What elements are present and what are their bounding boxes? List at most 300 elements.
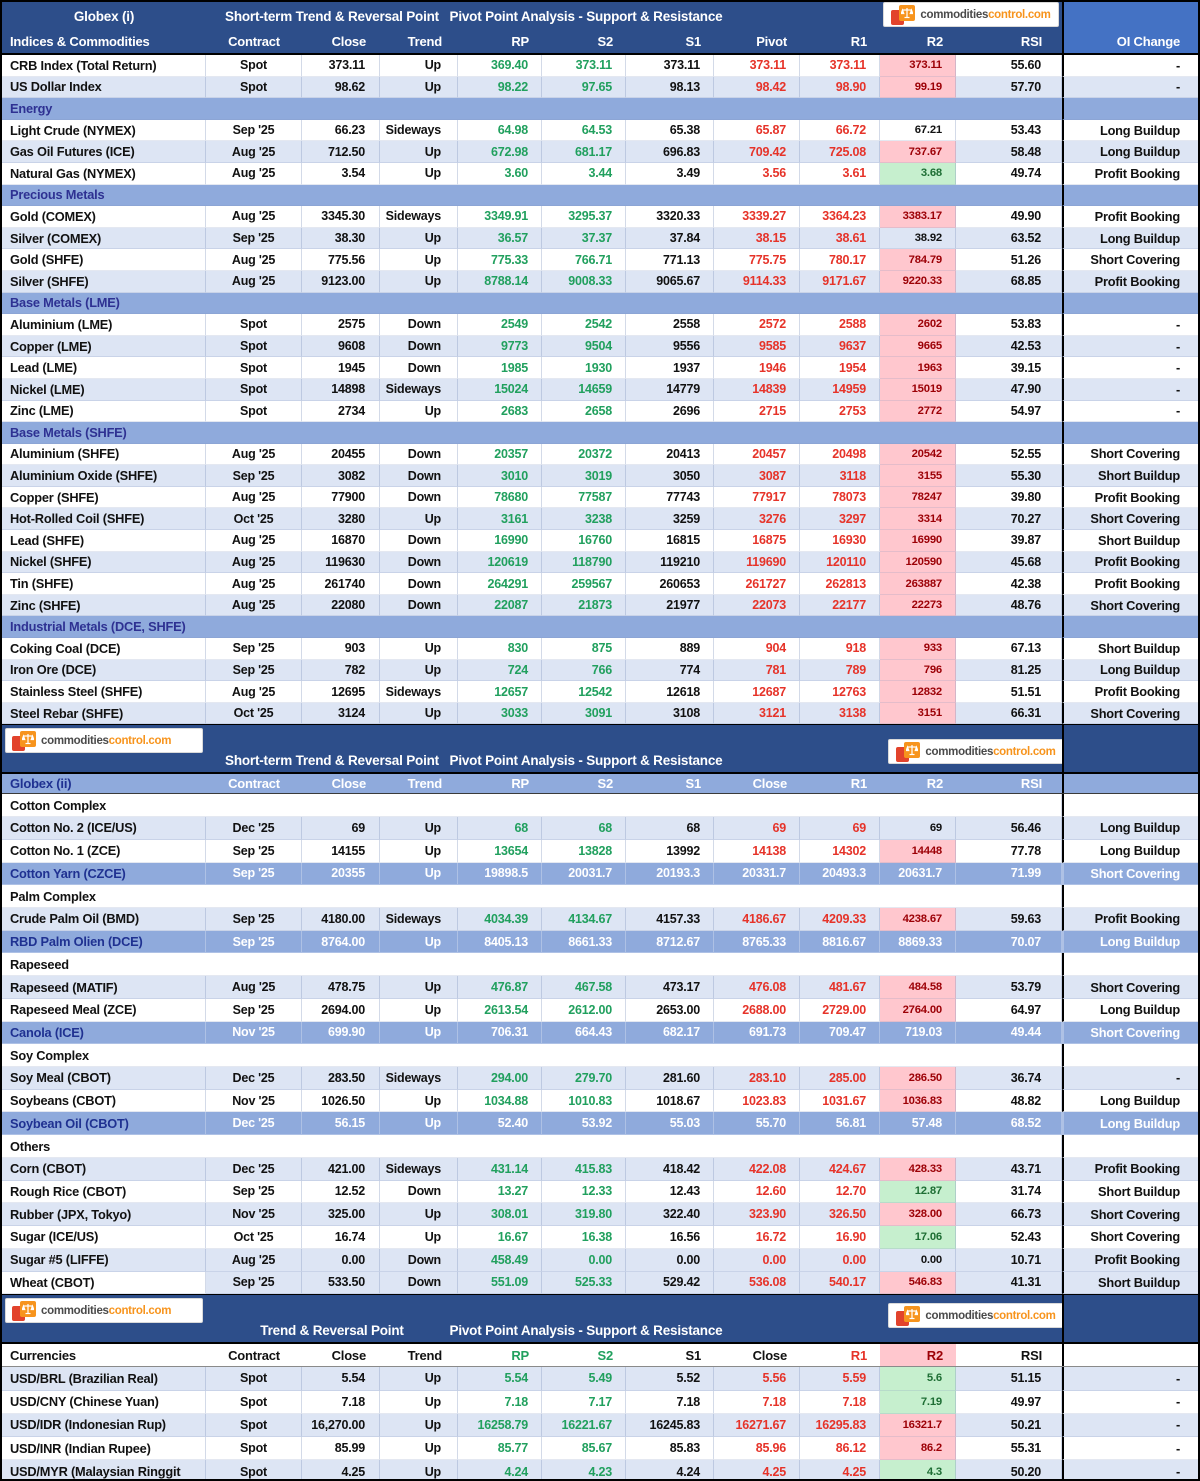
s2-cell: 16760 xyxy=(542,530,626,552)
rsi-cell: 43.71 xyxy=(956,1158,1062,1181)
rsi-cell: 52.55 xyxy=(956,444,1062,466)
s2-cell: 97.65 xyxy=(542,77,626,99)
globex-ii-rows xyxy=(2,794,1198,1294)
oi-change-cell: Short Buildup xyxy=(1062,1272,1198,1295)
s1-cell: 3108 xyxy=(626,703,714,725)
column-header-r2: R2 xyxy=(880,1344,956,1366)
s2-cell: 4.23 xyxy=(542,1460,626,1481)
trend-cell: Up xyxy=(380,840,458,863)
r2-cell: 3155 xyxy=(880,465,956,487)
s2-cell: 3019 xyxy=(542,465,626,487)
s2-cell: 415.83 xyxy=(542,1158,626,1181)
rsi-cell: 57.70 xyxy=(956,77,1062,99)
oi-change-cell: Long Buildup xyxy=(1062,817,1198,840)
rp-cell: 8788.14 xyxy=(458,271,542,293)
s1-cell: 7.18 xyxy=(626,1391,714,1414)
oi-change-cell: - xyxy=(1062,77,1198,99)
pivot-cell: 283.10 xyxy=(714,1067,800,1090)
column-header-rsi: RSI xyxy=(1020,776,1042,792)
pivot-cell: 38.15 xyxy=(714,228,800,250)
rsi-cell: 36.74 xyxy=(956,1067,1062,1090)
contract-cell: Oct '25 xyxy=(206,703,302,725)
table-row xyxy=(2,530,1198,552)
rsi-cell: 10.71 xyxy=(956,1249,1062,1272)
pivot-cell: 119690 xyxy=(714,552,800,574)
column-header-contract: Contract xyxy=(228,1347,280,1363)
instrument-name: Nickel (LME) xyxy=(2,379,206,401)
s1-cell: 16815 xyxy=(626,530,714,552)
close-cell: 98.62 xyxy=(302,77,380,99)
s1-cell: 281.60 xyxy=(626,1067,714,1090)
trend-cell: Up xyxy=(380,999,458,1022)
rsi-cell: 51.15 xyxy=(956,1367,1062,1390)
s2-cell: 21873 xyxy=(542,595,626,617)
r1-cell: 0.00 xyxy=(800,1249,880,1272)
table-row xyxy=(2,465,1198,487)
r2-cell: 933 xyxy=(880,638,956,660)
s1-cell: 16245.83 xyxy=(626,1414,714,1437)
column-header-s1: S1 xyxy=(685,776,701,792)
rp-cell: 7.18 xyxy=(458,1391,542,1414)
close-cell: 16870 xyxy=(302,530,380,552)
rp-cell: 98.22 xyxy=(458,77,542,99)
contract-cell: Sep '25 xyxy=(206,840,302,863)
r1-cell: 20493.3 xyxy=(800,863,880,886)
close-cell: 56.15 xyxy=(302,1112,380,1135)
close-cell: 712.50 xyxy=(302,141,380,163)
instrument-name: Natural Gas (NYMEX) xyxy=(2,163,206,185)
s2-cell: 12542 xyxy=(542,681,626,703)
r1-cell: 16295.83 xyxy=(800,1414,880,1437)
trend-cell: Up xyxy=(380,1112,458,1135)
rsi-cell: 49.90 xyxy=(956,206,1062,228)
r1-cell: 7.18 xyxy=(800,1391,880,1414)
s1-cell: 260653 xyxy=(626,573,714,595)
contract-cell: Dec '25 xyxy=(206,1067,302,1090)
pivot-cell: 20331.7 xyxy=(714,863,800,886)
r1-cell: 16930 xyxy=(800,530,880,552)
trend-cell: Up xyxy=(380,55,458,77)
rp-cell: 68 xyxy=(458,817,542,840)
table-row xyxy=(2,444,1198,466)
r1-cell: 14959 xyxy=(800,379,880,401)
s1-cell: 771.13 xyxy=(626,249,714,271)
oi-change-cell xyxy=(1062,422,1198,444)
table-row xyxy=(2,660,1198,682)
oi-change-cell xyxy=(1062,794,1198,817)
trend-cell: Up xyxy=(380,976,458,999)
r1-cell: 725.08 xyxy=(800,141,880,163)
instrument-name: Gas Oil Futures (ICE) xyxy=(2,141,206,163)
contract-cell: Aug '25 xyxy=(206,206,302,228)
r1-cell: 1954 xyxy=(800,357,880,379)
pivot-cell: 4.25 xyxy=(714,1460,800,1481)
column-header-rsi: RSI xyxy=(1020,1347,1042,1363)
table-row xyxy=(2,487,1198,509)
trend-cell: Up xyxy=(380,660,458,682)
oi-change-cell: - xyxy=(1062,1367,1198,1390)
r1-cell: 4.25 xyxy=(800,1460,880,1481)
section-label: Rapeseed xyxy=(2,953,1062,976)
logo-text: commoditiescontrol.com xyxy=(41,1304,172,1317)
section-row-rapeseed xyxy=(2,953,1198,976)
rsi-cell: 52.43 xyxy=(956,1226,1062,1249)
oi-change-cell: Short Covering xyxy=(1062,1226,1198,1249)
close-cell: 7.18 xyxy=(302,1391,380,1414)
contract-cell: Aug '25 xyxy=(206,444,302,466)
r1-cell: 86.12 xyxy=(800,1437,880,1460)
trend-cell: Sideways xyxy=(380,206,458,228)
oi-change-cell: Long Buildup xyxy=(1062,999,1198,1022)
pivot-cell: 20457 xyxy=(714,444,800,466)
trend-cell: Up xyxy=(380,817,458,840)
s1-cell: 418.42 xyxy=(626,1158,714,1181)
oi-header-spacer xyxy=(1062,2,1198,30)
instrument-name: Sugar #5 (LIFFE) xyxy=(2,1249,206,1272)
column-header-s2: S2 xyxy=(597,1347,613,1363)
table-row xyxy=(2,1391,1198,1414)
rp-cell: 12657 xyxy=(458,681,542,703)
contract-cell: Spot xyxy=(206,336,302,358)
trend-cell: Up xyxy=(380,1414,458,1437)
instrument-name: Rubber (JPX, Tokyo) xyxy=(2,1203,206,1226)
rsi-cell: 39.80 xyxy=(956,487,1062,509)
column-header-r2: R2 xyxy=(926,776,943,792)
scales-icon xyxy=(12,1301,36,1321)
commoditiescontrol-logo xyxy=(5,728,203,753)
instrument-name: Sugar (ICE/US) xyxy=(2,1226,206,1249)
r1-cell: 56.81 xyxy=(800,1112,880,1135)
r2-cell: 2772 xyxy=(880,401,956,423)
trend-cell: Up xyxy=(380,1437,458,1460)
trend-cell: Up xyxy=(380,638,458,660)
contract-cell: Sep '25 xyxy=(206,1272,302,1295)
rsi-cell: 64.97 xyxy=(956,999,1062,1022)
trend-cell: Sideways xyxy=(380,908,458,931)
s1-cell: 2696 xyxy=(626,401,714,423)
r2-cell: 69 xyxy=(880,817,956,840)
r2-cell: 12832 xyxy=(880,681,956,703)
trend-cell: Up xyxy=(380,249,458,271)
s2-cell: 9504 xyxy=(542,336,626,358)
rp-cell: 2683 xyxy=(458,401,542,423)
rp-cell: 9773 xyxy=(458,336,542,358)
table-row xyxy=(2,1460,1198,1481)
oi-change-cell xyxy=(1062,953,1198,976)
oi-change-cell: - xyxy=(1062,357,1198,379)
pivot-cell: 8765.33 xyxy=(714,931,800,954)
instrument-name: Soybean Oil (CBOT) xyxy=(2,1112,206,1135)
section-label: Base Metals (SHFE) xyxy=(2,422,1062,444)
r2-cell: 1036.83 xyxy=(880,1090,956,1113)
pivot-cell: 2688.00 xyxy=(714,999,800,1022)
pivot-cell: 69 xyxy=(714,817,800,840)
trend-cell: Up xyxy=(380,1090,458,1113)
contract-cell: Aug '25 xyxy=(206,141,302,163)
contract-cell: Nov '25 xyxy=(206,1090,302,1113)
pivot-cell: 7.18 xyxy=(714,1391,800,1414)
trend-cell: Down xyxy=(380,1272,458,1295)
rp-cell: 724 xyxy=(458,660,542,682)
oi-change-cell xyxy=(1062,616,1198,638)
rp-cell: 775.33 xyxy=(458,249,542,271)
trend-cell: Up xyxy=(380,228,458,250)
rp-cell: 52.40 xyxy=(458,1112,542,1135)
contract-cell: Spot xyxy=(206,314,302,336)
close-cell: 261740 xyxy=(302,573,380,595)
s2-cell: 16.38 xyxy=(542,1226,626,1249)
table-row xyxy=(2,249,1198,271)
instrument-name: USD/CNY (Chinese Yuan) xyxy=(2,1391,206,1414)
table-row xyxy=(2,228,1198,250)
logo-text: commoditiescontrol.com xyxy=(920,8,1051,21)
r2-cell: 9665 xyxy=(880,336,956,358)
instrument-name: USD/BRL (Brazilian Real) xyxy=(2,1367,206,1390)
table-row xyxy=(2,638,1198,660)
instrument-name: Rough Rice (CBOT) xyxy=(2,1181,206,1204)
r2-cell: 4.3 xyxy=(880,1460,956,1481)
oi-change-cell: - xyxy=(1062,55,1198,77)
s2-cell: 53.92 xyxy=(542,1112,626,1135)
r1-cell: 3138 xyxy=(800,703,880,725)
r2-cell: 86.2 xyxy=(880,1437,956,1460)
pivot-cell: 12.60 xyxy=(714,1181,800,1204)
r2-cell: 796 xyxy=(880,660,956,682)
rp-cell: 3161 xyxy=(458,508,542,530)
close-cell: 3280 xyxy=(302,508,380,530)
contract-cell: Oct '25 xyxy=(206,508,302,530)
close-cell: 3124 xyxy=(302,703,380,725)
contract-cell: Sep '25 xyxy=(206,660,302,682)
column-header-close: Close xyxy=(331,1347,366,1363)
rp-cell: 431.14 xyxy=(458,1158,542,1181)
close-cell: 16,270.00 xyxy=(302,1414,380,1437)
r1-cell: 540.17 xyxy=(800,1272,880,1295)
trend-cell: Up xyxy=(380,863,458,886)
s1-cell: 55.03 xyxy=(626,1112,714,1135)
s1-cell: 119210 xyxy=(626,552,714,574)
instrument-name: Zinc (LME) xyxy=(2,401,206,423)
instrument-name: Tin (SHFE) xyxy=(2,573,206,595)
oi-change-cell: Long Buildup xyxy=(1062,120,1198,142)
r1-cell: 16.90 xyxy=(800,1226,880,1249)
pivot-cell: 12687 xyxy=(714,681,800,703)
rp-cell: 16.67 xyxy=(458,1226,542,1249)
close-cell: 12.52 xyxy=(302,1181,380,1204)
contract-cell: Spot xyxy=(206,357,302,379)
close-cell: 14898 xyxy=(302,379,380,401)
s2-cell: 14659 xyxy=(542,379,626,401)
trend-cell: Up xyxy=(380,1226,458,1249)
instrument-name: Crude Palm Oil (BMD) xyxy=(2,908,206,931)
r2-cell: 14448 xyxy=(880,840,956,863)
oi-change-cell: - xyxy=(1062,1437,1198,1460)
instrument-name: Canola (ICE) xyxy=(2,1022,206,1045)
r1-cell: 12.70 xyxy=(800,1181,880,1204)
s1-cell: 65.38 xyxy=(626,120,714,142)
contract-cell: Nov '25 xyxy=(206,1022,302,1045)
rsi-cell: 47.90 xyxy=(956,379,1062,401)
oi-change-cell xyxy=(1062,1135,1198,1158)
table-row xyxy=(2,55,1198,77)
close-cell: 903 xyxy=(302,638,380,660)
instrument-name: Soybeans (CBOT) xyxy=(2,1090,206,1113)
trend-cell: Down xyxy=(380,336,458,358)
s1-cell: 889 xyxy=(626,638,714,660)
r2-cell: 784.79 xyxy=(880,249,956,271)
rp-cell: 19898.5 xyxy=(458,863,542,886)
pivot-analysis-title: Pivot Point Analysis - Support & Resistance xyxy=(449,753,723,769)
s2-cell: 279.70 xyxy=(542,1067,626,1090)
section-row-industrial-metals-dce-shfe xyxy=(2,616,1198,638)
logo-slot xyxy=(888,739,1064,767)
table-row xyxy=(2,1249,1198,1272)
column-header-rsi: RSI xyxy=(1020,34,1042,49)
s1-cell: 682.17 xyxy=(626,1022,714,1045)
table-row xyxy=(2,1226,1198,1249)
close-cell: 9608 xyxy=(302,336,380,358)
trend-cell: Up xyxy=(380,1460,458,1481)
s2-cell: 259567 xyxy=(542,573,626,595)
rsi-cell: 55.31 xyxy=(956,1437,1062,1460)
s2-cell: 664.43 xyxy=(542,1022,626,1045)
section-row-base-metals-lme xyxy=(2,293,1198,315)
oi-change-cell: Short Buildup xyxy=(1062,530,1198,552)
s2-cell: 8661.33 xyxy=(542,931,626,954)
pivot-cell: 16875 xyxy=(714,530,800,552)
table-row xyxy=(2,1158,1198,1181)
close-cell: 3345.30 xyxy=(302,206,380,228)
s2-cell: 1930 xyxy=(542,357,626,379)
pivot-cell: 65.87 xyxy=(714,120,800,142)
contract-cell: Sep '25 xyxy=(206,1181,302,1204)
contract-cell: Spot xyxy=(206,55,302,77)
oi-change-cell: Profit Booking xyxy=(1062,163,1198,185)
table-row xyxy=(2,336,1198,358)
rp-cell: 22087 xyxy=(458,595,542,617)
trend-cell: Up xyxy=(380,1367,458,1390)
trend-cell: Up xyxy=(380,141,458,163)
currencies-column-headers xyxy=(2,1342,1198,1367)
rp-cell: 13.27 xyxy=(458,1181,542,1204)
column-header-r1: R1 xyxy=(850,34,867,49)
table-row xyxy=(2,681,1198,703)
r2-cell: 484.58 xyxy=(880,976,956,999)
pivot-cell: 98.42 xyxy=(714,77,800,99)
rsi-cell: 70.27 xyxy=(956,508,1062,530)
s2-cell: 16221.67 xyxy=(542,1414,626,1437)
contract-cell: Aug '25 xyxy=(206,681,302,703)
oi-change-cell: Long Buildup xyxy=(1062,1090,1198,1113)
rp-cell: 20357 xyxy=(458,444,542,466)
r1-cell: 5.59 xyxy=(800,1367,880,1390)
s2-cell: 9008.33 xyxy=(542,271,626,293)
r1-cell: 285.00 xyxy=(800,1067,880,1090)
contract-cell: Aug '25 xyxy=(206,163,302,185)
rp-cell: 85.77 xyxy=(458,1437,542,1460)
r1-cell: 780.17 xyxy=(800,249,880,271)
table-row xyxy=(2,863,1198,886)
s1-cell: 2653.00 xyxy=(626,999,714,1022)
globex-i-table xyxy=(2,2,1198,724)
r2-cell: 5.6 xyxy=(880,1367,956,1390)
rsi-cell: 70.07 xyxy=(956,931,1062,954)
rsi-cell: 68.85 xyxy=(956,271,1062,293)
r1-cell: 14302 xyxy=(800,840,880,863)
trend-cell: Down xyxy=(380,465,458,487)
s1-cell: 3259 xyxy=(626,508,714,530)
logo-slot xyxy=(5,728,203,756)
oi-change-cell: Profit Booking xyxy=(1062,552,1198,574)
pivot-cell: 5.56 xyxy=(714,1367,800,1390)
instrument-name: Iron Ore (DCE) xyxy=(2,660,206,682)
column-header-rp: RP xyxy=(511,1347,529,1363)
rsi-cell: 48.76 xyxy=(956,595,1062,617)
s1-cell: 3.49 xyxy=(626,163,714,185)
rp-cell: 36.57 xyxy=(458,228,542,250)
table-row xyxy=(2,908,1198,931)
table-row xyxy=(2,1437,1198,1460)
r1-cell: 709.47 xyxy=(800,1022,880,1045)
pivot-cell: 85.96 xyxy=(714,1437,800,1460)
currencies-title-band xyxy=(2,1294,1198,1342)
rsi-cell: 55.30 xyxy=(956,465,1062,487)
table-row xyxy=(2,163,1198,185)
contract-cell: Spot xyxy=(206,379,302,401)
close-cell: 3.54 xyxy=(302,163,380,185)
r1-cell: 3.61 xyxy=(800,163,880,185)
close-cell: 2575 xyxy=(302,314,380,336)
table-row xyxy=(2,120,1198,142)
rp-cell: 15024 xyxy=(458,379,542,401)
table-row xyxy=(2,271,1198,293)
close-cell: 20455 xyxy=(302,444,380,466)
s1-cell: 2558 xyxy=(626,314,714,336)
column-header-trend: Trend xyxy=(407,34,442,49)
trend-reversal-title: Short-term Trend & Reversal Point xyxy=(225,753,439,769)
rsi-cell: 48.82 xyxy=(956,1090,1062,1113)
rp-cell: 3033 xyxy=(458,703,542,725)
r2-cell: 263887 xyxy=(880,573,956,595)
trend-cell: Up xyxy=(380,1391,458,1414)
oi-change-cell: Long Buildup xyxy=(1062,931,1198,954)
r2-cell: 12.87 xyxy=(880,1181,956,1204)
close-cell: 14155 xyxy=(302,840,380,863)
globex-i-title-band xyxy=(2,2,1198,30)
close-cell: 69 xyxy=(302,817,380,840)
s2-cell: 3.44 xyxy=(542,163,626,185)
oi-change-cell: Profit Booking xyxy=(1062,908,1198,931)
pivot-cell: 2572 xyxy=(714,314,800,336)
oi-change-cell: Long Buildup xyxy=(1062,840,1198,863)
scales-icon xyxy=(12,731,36,751)
r2-cell: 737.67 xyxy=(880,141,956,163)
instrument-name: Stainless Steel (SHFE) xyxy=(2,681,206,703)
oi-change-cell: Short Covering xyxy=(1062,595,1198,617)
oi-change-cell xyxy=(1062,293,1198,315)
rsi-cell: 58.48 xyxy=(956,141,1062,163)
instrument-name: Aluminium Oxide (SHFE) xyxy=(2,465,206,487)
trend-cell: Down xyxy=(380,552,458,574)
rp-cell: 13654 xyxy=(458,840,542,863)
s2-cell: 85.67 xyxy=(542,1437,626,1460)
rsi-cell: 51.51 xyxy=(956,681,1062,703)
column-header-trend: Trend xyxy=(407,1347,442,1363)
column-header-close: Close xyxy=(752,1347,787,1363)
column-header-close: Close xyxy=(752,776,787,792)
logo-slot xyxy=(880,2,1062,30)
r1-cell: 22177 xyxy=(800,595,880,617)
